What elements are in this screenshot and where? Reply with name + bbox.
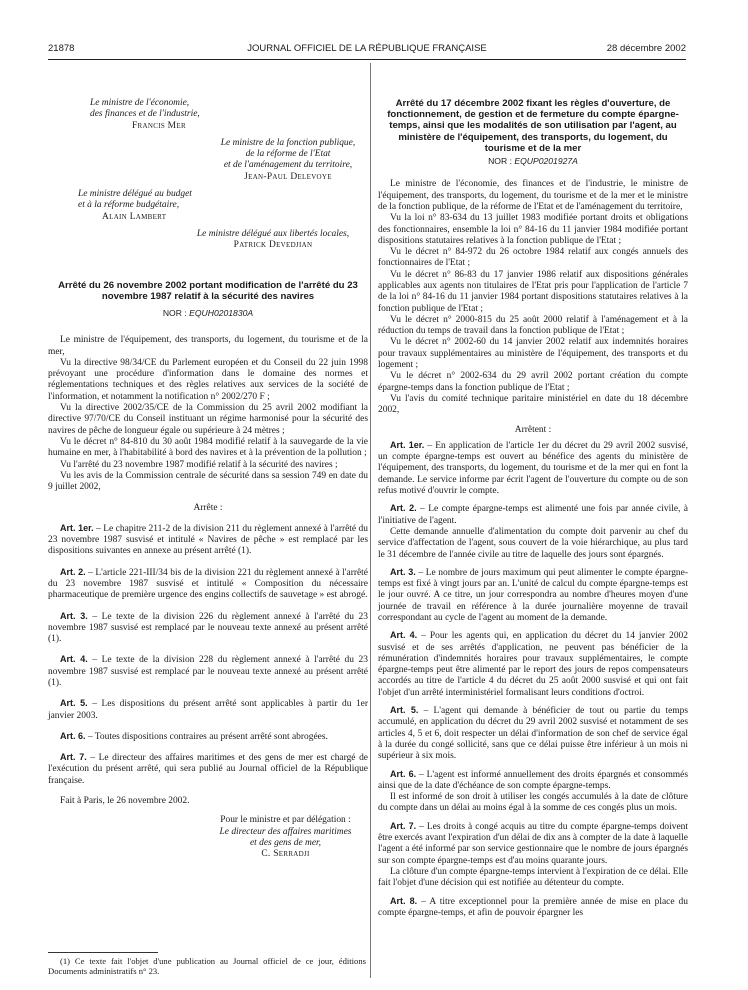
signatory-name: Alain Lambert — [102, 211, 167, 222]
article — [378, 769, 688, 793]
article-text: – Toutes dispositions contraires au présent arrêté sont abrogées. — [85, 731, 328, 742]
signatory-name: Patrick Devedjian — [233, 240, 313, 251]
article — [378, 896, 688, 920]
footnote-text: (1) Ce texte fait l'objet d'une publication au Journal officiel de ce jour, éditions Documents administratifs n° 23. — [48, 956, 366, 977]
article-text: – En application de l'article 1er du décret du 29 avril 2002 susvisé, un compte épargne-temps est ouvert au bénéfice des agents du ministère de l'équipement, des transports, du logement, du tourisme et de la mer qui en font la demande. Le service informe par écrit l'agent de l'ouverture du compte ou de son refus motivé d'ouvrir le compte. — [378, 440, 688, 497]
signatory-role: Le ministre délégué aux libertés locales, — [196, 228, 350, 239]
signatory — [90, 98, 368, 132]
article-text: – Les dispositions du présent arrêté sont applicables à partir du 1er janvier 2003. — [48, 699, 368, 721]
article — [378, 567, 688, 624]
article-label: Art. 7. — [60, 752, 87, 763]
nor-label: NOR : — [162, 307, 190, 318]
article — [48, 611, 368, 646]
article — [378, 821, 688, 867]
article-label: Art. 7. — [390, 820, 417, 831]
nor-code: EQUP0201927A — [514, 156, 578, 167]
signatory-role: Le ministre de la fonction publique, de la réforme de l'Etat et de l'aménagement du territoire, — [220, 137, 356, 171]
arrete-heading: Arrêtent : — [514, 424, 552, 435]
delegation-line: Pour le ministre et par délégation : — [220, 815, 351, 826]
signatory — [78, 189, 368, 223]
right-column — [378, 66, 688, 919]
article — [48, 523, 368, 558]
page-header — [48, 43, 686, 57]
article-text: – A titre exceptionnel pour la première année de mise en place du compte épargne-temps, et afin de pouvoir épargner les — [378, 896, 688, 918]
preamble-paragraph: Vu l'avis du comité technique paritaire ministériel en date du 18 décembre 2002, — [378, 393, 688, 416]
article-text: – Le texte de la division 228 du règlement annexé à l'arrêté du 23 novembre 1987 susvisé est remplacé par le nouveau texte annexé au présent arrêté (1). — [48, 655, 368, 688]
article — [48, 654, 368, 689]
preamble-paragraph: Vu le décret n° 84-810 du 30 août 1984 modifié relatif à la sauvegarde de la vie humaine en mer, à l'habitabilité à bord des navires et à la prévention de la pollution ; — [48, 436, 368, 459]
nor-label: NOR : — [488, 156, 515, 167]
final-role: Le directeur des affaires maritimes et des gens de mer, — [219, 826, 352, 848]
preamble-paragraph: Vu le décret n° 84-972 du 26 octobre 1984 relatif aux congés annuels des fonctionnaires de l'Etat ; — [378, 247, 688, 269]
nor-code: EQUH0201830A — [189, 307, 254, 318]
article-label: Art. 3. — [390, 566, 416, 577]
article-text: – Les droits à congé acquis au titre du compte épargne-temps doivent être exercés avant l'expiration d'un délai de dix ans à compter de la date à laquelle l'agent a été informé par son service gestionnaire que le nombre de jours épargnés sur son compte épargne-temps est d'au moins quarante jours. — [378, 821, 688, 866]
closing-place-date: Fait à Paris, le 26 novembre 2002. — [60, 796, 190, 807]
article-label: Art. 5. — [390, 705, 419, 716]
footnote-rule — [48, 952, 158, 953]
article-text: – Le texte de la division 226 du règlement annexé à l'arrêté du 23 novembre 1987 susvisé est remplacé par le nouveau texte annexé au présent arrêté (1). — [48, 611, 368, 645]
article — [48, 567, 368, 602]
article — [378, 630, 688, 699]
preamble — [48, 335, 368, 493]
page-number: 21878 — [48, 43, 75, 54]
signatory-name: Jean-Paul Delevoye — [244, 171, 332, 182]
decree-title: Arrêté du 26 novembre 2002 portant modification de l'arrêté du 23 novembre 1987 relatif à la sécurité des navires — [58, 279, 358, 302]
signatory-role: Le ministre de l'économie, des finances et de l'industrie, — [90, 98, 200, 120]
signature-block — [48, 98, 368, 252]
article-label: Art. 5. — [60, 698, 88, 709]
article-label: Art. 1er. — [390, 439, 425, 450]
preamble-paragraph: Vu la loi n° 83-634 du 13 juillet 1983 modifiée portant droits et obligations des fonctionnaires, ensemble la loi n° 84-16 du 11 janvier 1984 modifiée portant dispositions statutaires relatives à la fonction publique de l'Etat ; — [378, 213, 688, 246]
decree-title: Arrêté du 17 décembre 2002 fixant les règles d'ouverture, de fonctionnement, de gestion et de fermeture du compte épargne-temps, ainsi que les modalités de son utilisation par l'agent, au ministère de l'équipement, des transports, du logement, du tourisme et de la mer — [387, 98, 679, 154]
footnote — [48, 956, 366, 976]
article-label: Art. 4. — [60, 654, 88, 665]
article-text: – L'agent est informé annuellement des droits épargnés et consommés ainsi que de la date d'échéance de son compte épargne-temps. — [378, 769, 688, 791]
article-label: Art. 8. — [390, 895, 418, 906]
article-label: Art. 6. — [390, 768, 417, 779]
preamble-paragraph: Vu l'arrêté du 23 novembre 1987 modifié relatif à la sécurité des navires ; — [60, 459, 338, 470]
signatory-name: Francis Mer — [132, 120, 186, 131]
preamble-paragraph: Vu la directive 2002/35/CE de la Commission du 25 avril 2002 modifiant la directive 97/70/CE du Conseil instituant un régime harmonisé pour la sécurité des navires de pêche de longueur égale ou supérieure à 24 mètres ; — [48, 403, 368, 436]
article — [378, 503, 688, 527]
final-name: C. Serradji — [261, 849, 310, 860]
preamble-paragraph: Vu la directive 98/34/CE du Parlement européen et du Conseil du 22 juin 1998 prévoyant une procédure d'information dans le domaine des normes et réglementations techniques et des règles relatives aux services de la société de l'information, et notamment la notification n° 2002/270 F ; — [48, 357, 368, 402]
signatory — [198, 138, 378, 183]
article-text: – Le compte épargne-temps est alimenté une fois par année civile, à l'initiative de l'agent. — [378, 504, 688, 526]
signatory — [178, 229, 368, 252]
article-text: – L'agent qui demande à bénéficier de tout ou partie du temps accumulé, en application du décret du 29 avril 2002 susvisé et notamment de ses articles 4, 5 et 6, doit respecter un délai d'information de son chef de service égal à la durée du congé sollicité, sans que ce délai puisse être inférieur à un mois ni supérieur à six mois. — [378, 706, 688, 762]
article-label: Art. 4. — [390, 630, 418, 641]
article-continuation: Il est informé de son droit à utiliser les congés accumulés à la date de clôture du compte dans un délai au moins égal à la somme de ces congés plus un mois. — [378, 792, 688, 814]
article-continuation: Cette demande annuelle d'alimentation du compte doit parvenir au chef du service d'affectation de l'agent, sous couvert de la voie hiérarchique, au plus tard le 31 décembre de l'année civile au titre de laquelle des jours sont épargnés. — [378, 526, 688, 560]
preamble — [378, 179, 688, 416]
articles — [378, 440, 688, 919]
left-column — [48, 66, 368, 861]
article-text: – L'article 221-III/34 bis de la division 221 du règlement annexé à l'arrêté du 23 novembre 1987 susvisé et intitulé « Composition du nécessaire pharmaceutique de première urgence des engins collectifs de sauvetage » est abrogé. — [48, 567, 368, 601]
journal-title: JOURNAL OFFICIEL DE LA RÉPUBLIQUE FRANÇAISE — [247, 43, 487, 54]
preamble-paragraph: Vu le décret n° 2000-815 du 25 août 2000 relatif à l'aménagement et à la réduction du temps de travail dans la fonction publique de l'Etat ; — [378, 314, 688, 337]
preamble-paragraph: Le ministre de l'équipement, des transports, du logement, du tourisme et de la mer, — [48, 335, 368, 357]
final-signatory — [198, 815, 373, 860]
preamble-paragraph: Vu le décret n° 2002-634 du 29 avril 2002 portant création du compte épargne-temps dans la fonction publique de l'Etat ; — [378, 371, 688, 393]
article-continuation: La clôture d'un compte épargne-temps intervient à l'expiration de ce délai. Elle fait l'objet d'une décision qui est notifiée au détenteur du compte. — [378, 866, 688, 889]
preamble-paragraph: Vu les avis de la Commission centrale de sécurité dans sa session 749 en date du 9 juillet 2002, — [48, 470, 368, 493]
article — [48, 698, 368, 722]
article — [48, 752, 368, 787]
article-text: – Pour les agents qui, en application du décret du 14 janvier 2002 susvisé et de ses arrêtés d'application, ne peuvent pas bénéficier de la rémunération d'indemnités horaires pour travaux supplémentaires, le compte épargne-temps peut être alimenté par le report des jours de repos compensateurs accordés au titre de l'article 4 du décret du 25 août 2000 susvisé et qui ont fait l'objet d'un arrêté interministériel formalisant leurs conditions d'octroi. — [378, 631, 688, 698]
article-text: – Le chapitre 211-2 de la division 211 du règlement annexé à l'arrêté du 23 novembre 1987 susvisé et intitulé « Navires de pêche » est remplacé par les dispositions suivantes en annexe au présent arrêté (1). — [48, 523, 368, 557]
article-label: Art. 1er. — [60, 522, 94, 533]
article-label: Art. 6. — [60, 730, 86, 741]
article-label: Art. 2. — [390, 503, 417, 514]
arrete-heading: Arrête : — [193, 503, 223, 514]
article-label: Art. 3. — [60, 610, 88, 621]
article-label: Art. 2. — [60, 566, 86, 577]
signatory-role: Le ministre délégué au budget et à la réforme budgétaire, — [78, 189, 192, 211]
article-text: – Le directeur des affaires maritimes et des gens de mer est chargé de l'exécution du présent arrêté, qui sera publié au Journal officiel de la République française. — [48, 753, 368, 786]
article — [378, 705, 688, 762]
preamble-paragraph: Vu le décret n° 2002-60 du 14 janvier 2002 relatif aux indemnités horaires pour travaux supplémentaires au ministère de l'équipement, des transports et du logement ; — [378, 337, 688, 371]
article-text: – Le nombre de jours maximum qui peut alimenter le compte épargne-temps est fixé à vingt jours par an. L'unité de calcul du compte épargne-temps est le jour ouvré. A ce titre, un jour correspondra au nombre d'heures moyen d'une journée de travail en référence à la durée journalière moyenne de travail correspondant au cycle de l'agent au moment de la demande. — [378, 567, 688, 623]
article — [378, 440, 688, 497]
articles — [48, 523, 368, 787]
article — [48, 731, 368, 743]
nor-reference — [48, 308, 368, 319]
header-rule — [48, 59, 686, 60]
preamble-paragraph: Le ministre de l'économie, des finances et de l'industrie, le ministre de l'équipement, des transports, du logement, du tourisme et de la mer et le ministre de la fonction publique, de la réforme de l'Etat et de l'aménagement du territoire, — [378, 179, 688, 212]
issue-date: 28 décembre 2002 — [606, 43, 686, 54]
preamble-paragraph: Vu le décret n° 86-83 du 17 janvier 1986 relatif aux dispositions générales applicables aux agents non titulaires de l'Etat pris pour l'application de l'article 7 de la loi n° 84-16 du 11 janvier 1984 portant dispositions statutaires relatives à la fonction publique de l'Etat ; — [378, 269, 688, 314]
nor-reference — [378, 156, 688, 167]
